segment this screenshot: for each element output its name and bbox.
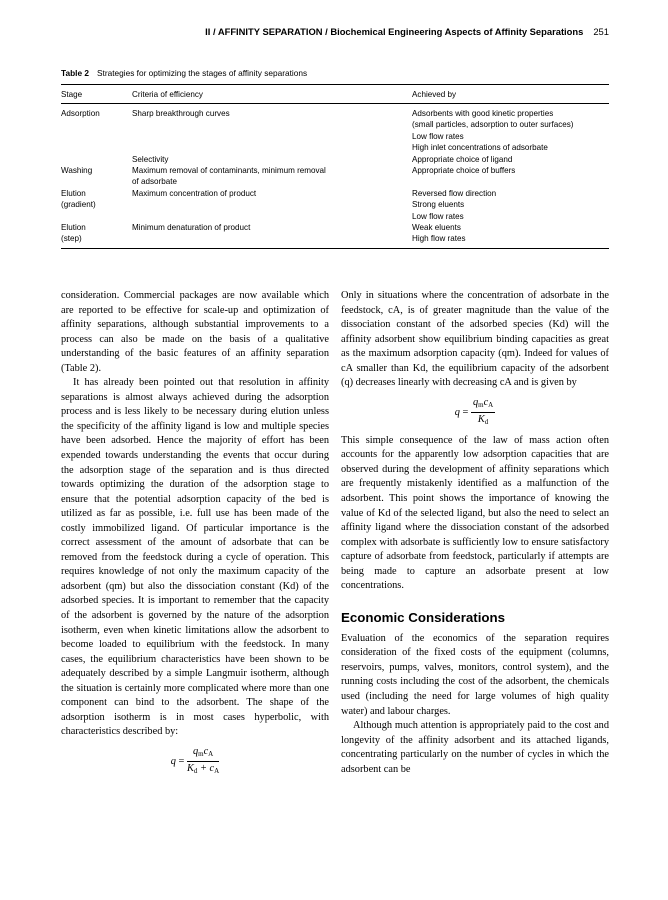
equation-fraction [471,396,495,429]
table-row [61,154,609,165]
table-cell: Adsorption [61,109,100,118]
table-row [61,188,609,222]
table-cell: Elution (gradient) [61,188,96,210]
equation-lhs: q [170,755,176,767]
table-cell [61,154,132,165]
paragraph: Evaluation of the economics of the separation requires consideration of the fixed costs of the equipment (columns, reservoirs, pumps, valves, monitors, control system), and the running costs including the cost of the adsorbent, the chemicals used (including the need for large volumes of high quality water) and labour charges. [341,632,609,717]
column-header-criteria: Criteria of efficiency [132,85,412,104]
page-number: 251 [593,26,609,37]
running-title: II / AFFINITY SEPARATION / Biochemical Engineering Aspects of Affinity Separations [205,26,584,37]
table-header-row [61,85,609,104]
table-cell: Maximum removal of contaminants, minimum removal of adsorbate [132,166,326,187]
table-cell: Weak eluents High flow rates [412,222,609,248]
equation-lhs: q [454,406,460,418]
paragraph: Although much attention is appropriately paid to the cost and longevity of the affinity adsorbent and its attached ligands, concentrating particularly on the number of cycles in which the adsorbent can be [341,720,609,775]
equation-denominator: $K_d + c_A$ [186,762,220,775]
table-cell: Washing [61,166,93,176]
equation-fraction [187,745,219,778]
table-cell: Reversed flow direction Strong eluents Low flow rates [412,188,497,221]
left-column [61,289,329,783]
equation-langmuir: q = $\frac{q_mc_A}{K_d + c_A}$ [61,745,329,778]
running-header [61,26,609,37]
equation-numerator: $q_mc_A$ [187,745,219,762]
table-row [61,222,609,248]
table-cell: Maximum concentration of product [132,188,257,198]
table-cell: Elution (step) [61,222,132,248]
table-cell: Selectivity [132,154,169,164]
table-caption [61,68,307,78]
table-cell: Minimum denaturation of product [132,222,412,248]
paragraph: This simple consequence of the law of mass action often accounts for the apparently low adsorption capacities that are observed during the development of affinity separations which are frequently mistakenly identified as a malfunction of the adsorbent. This point shows the importance of knowing the value of Kd of the selected ligand, but also the need to select an affinity ligand where the dissociation constant of the adsorbed complex with adsorbate is sufficiently low to ensure satisfactory capture of adsorbate from feedstock, particularly if attempts are being made to capture an adsorbate present at low concentrations. [341,434,609,592]
table-cell: Appropriate choice of buffers [412,166,516,176]
column-header-stage: Stage [61,85,132,104]
right-column [341,289,609,777]
table-caption-text: Strategies for optimizing the stages of affinity separations [96,68,308,78]
table-label: Table 2 [61,68,89,78]
section-heading: Economic Considerations [341,609,506,625]
paragraph: It has already been pointed out that resolution in affinity separations is almost always achieved during the adsorption process and is less likely to be necessary during elution unless the specificity of the affinity ligand is low and multiple species have been adsorbed. Hence the majority of effort has been expended towards understanding the events that occur during the adsorption stage of the separation and is thus directed towards optimizing the duration of the adsorption stage to ensure that the potential adsorption capacity of the bed is utilized as far as possible, i.e. full use has been made of the costly immobilized ligand. Of particular importance is the correct assessment of the amount of adsorbate that can be removed from the feedstock during a cycle of operation. This requires knowledge of not only the maximum capacity of the adsorbent (qm) but also the dissociation constant (Kd) of the adsorbed species. It is important to remember that the capacity of the adsorbent is governed by the nature of the adsorption isotherm, even when kinetic limitations allow the adsorbent to become loaded to equilibrium with the feedstock. In many cases, the equilibrium characteristics have been shown to be adequately described by a simple Langmuir isotherm, although the situation is certainly more complicated where more than one component can bind to the adsorbent. The shape of the adsorption isotherm is in most cases hyperbolic, with characteristics described by: [61,377,329,738]
table-cell: Adsorbents with good kinetic properties (small particles, adsorption to outer surfaces) Low flow rates High inlet concentrations of adsorbate [412,109,574,153]
table-cell: Sharp breakthrough curves [132,109,230,118]
equation-linear: q = $\frac{q_mc_A}{K_d}$ [341,396,609,429]
table-cell: Appropriate choice of ligand [412,154,513,164]
paragraph: Only in situations where the concentration of adsorbate in the feedstock, cA, is of greater magnitude than the value of the dissociation constant of the adsorbed species (Kd) will the affinity adsorbent show equilibrium binding capacities as great as the maximum adsorption capacity (qm). Indeed for values of cA smaller than Kd, the equilibrium capacity of the adsorbent (q) decreases linearly with decreasing cA and is given by [341,290,609,389]
paragraph: consideration. Commercial packages are now available which are reported to be effective for scale-up and optimization of affinity separations, although substantial improvements to a process can also be made on the basis of a qualitative understanding of the basic features of an affinity separation (Table 2). [61,290,329,374]
table-row [61,165,609,188]
equation-numerator: $q_mc_A$ [471,396,495,413]
strategies-table [61,84,609,249]
equation-denominator: $K_d$ [477,413,489,426]
column-header-achieved: Achieved by [412,85,609,104]
table-row [61,104,609,154]
